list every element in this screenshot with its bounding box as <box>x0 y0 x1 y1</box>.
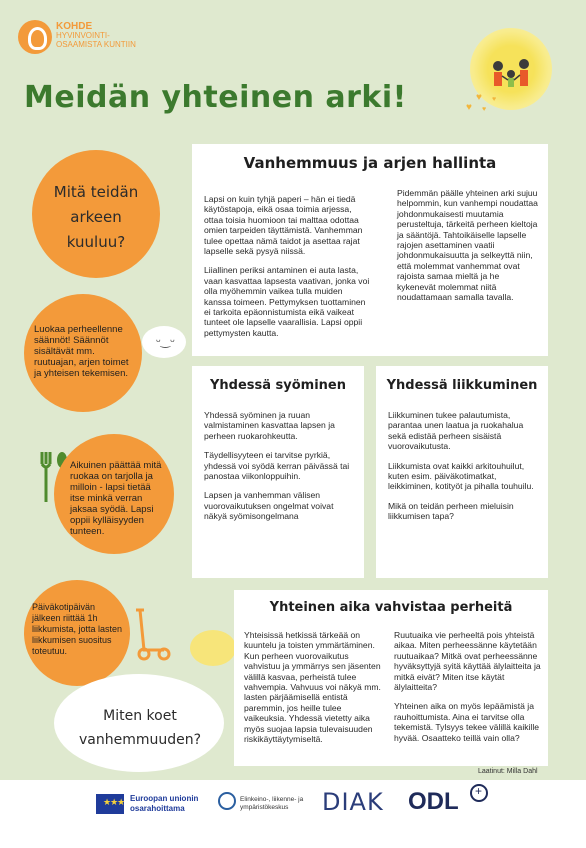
eating-paragraph: Lapsen ja vanhemman välisen vuorovaikutuksen ongelmat voivat näkyä syömisongelmana <box>204 490 334 522</box>
time-col-2 <box>394 630 542 752</box>
rules-circle <box>24 294 142 412</box>
eating-paragraph: Yhdessä syöminen ja ruuan valmistaminen kasvattaa lapsen ja perheen ruokarohkeutta. <box>204 410 335 441</box>
time-col-1 <box>244 630 384 753</box>
eu-flag-icon: ★★★ <box>96 794 124 814</box>
ely-line-2: ympäristökeskus <box>240 804 289 811</box>
scooter-icon <box>124 604 172 664</box>
logo-line-2: HYVINVOINTI- <box>56 31 110 40</box>
time-paragraph: Yhteinen aika on myös lepäämistä ja rauhoittumista. Aina ei tarvitse olla tekemistä. Tylsyys tekee välillä kaikille hyvää. Osaatteko teillä vain olla? <box>394 701 540 743</box>
ely-text <box>240 796 303 812</box>
heart-icon: ♥ <box>476 92 482 103</box>
parenting-paragraph: Pidemmän päälle yhteinen arki sujuu helpommin, kun vanhempi noudattaa johdonmukaisesti muutamia perusteltuja, tärkeitä perheen kieltoja ja sääntöjä. Tahtoikäiselle lapselle rajojen asettaminen vaatii johdonmukaisuutta ja selkeyttä niin, että molemmat vanhemmat ovat rajoista samaa mieltä ja he kykenevät molemmat niitä noudattamaan samalla tavalla. <box>397 188 538 303</box>
ely-line-1: Elinkeino-, liikenne- ja <box>240 796 304 803</box>
time-title: Yhteinen aika vahvistaa perheitä <box>269 600 513 615</box>
question-circle-1 <box>32 150 160 278</box>
question-cloud-2 <box>54 674 224 772</box>
kohde-logo-text <box>56 22 136 49</box>
eating-paragraph: Täydellisyyteen ei tarvitse pyrkiä, yhdessä voi syödä kerran päivässä tai panostaa viikonloppuihin. <box>204 450 350 482</box>
ely-logo-icon <box>218 792 236 810</box>
logo-line-3: OSAAMISTA KUNTIIN <box>56 40 136 49</box>
parenting-paragraph: Lapsi on kuin tyhjä paperi – hän ei tiedä käytöstapoja, eikä osaa toimia arjessa, ottaa toisia huomioon tai malttaa odottaa omien tarpeiden täyttämistä. Vanhemman tulee opettaa nämä taidot ja asettaa rajat lapselle sekä pysyä niissä. <box>204 194 363 257</box>
parenting-title: Vanhemmuus ja arjen hallinta <box>243 154 497 172</box>
eating-text <box>204 410 356 531</box>
time-box <box>234 590 548 766</box>
moving-paragraph: Mikä on teidän perheen mieluisin liikkumisen tapa? <box>388 500 514 522</box>
eating-title: Yhdessä syöminen <box>209 378 347 393</box>
heart-icon: ♥ <box>492 96 497 103</box>
eu-line-2: osarahoittama <box>130 804 185 813</box>
heart-icon: ♥ <box>482 106 487 113</box>
eating-box <box>192 366 364 578</box>
moving-paragraph: Liikkuminen tukee palautumista, parantaa unen laatua ja ruokahalua sekä edistää perheen sisäistä vuorovaikutusta. <box>388 410 524 452</box>
food-circle <box>54 434 174 554</box>
moving-text <box>388 410 540 531</box>
parenting-paragraph: Liiallinen periksi antaminen ei auta lasta, vaan kasvattaa lapsesta vaativan, jonka voi olla myöhemmin vaikea tulla muiden kanssa toimeen. Pettymyksen tuottaminen ei tarkoita epäonnistumista eikä vaikeat tunteet ole lapselle vaarallisia. Lapsi oppii pettymysten kautta. <box>204 265 370 338</box>
parenting-col-1 <box>204 194 370 347</box>
moving-box <box>376 366 548 578</box>
parenting-col-2 <box>397 188 539 311</box>
page-title: Meidän yhteinen arki! <box>24 80 407 115</box>
rules-text: Luokaa perheellenne säännöt! Säännöt sisältävät mm. ruutuajan, arjen toimet ja yhteisen tekemisen. <box>34 324 129 379</box>
diak-logo: DIAK <box>322 788 384 816</box>
odl-logo: ODL <box>408 788 459 815</box>
moving-paragraph: Liikkumista ovat kaikki arkitouhuilut, kuten esim. päiväkotimatkat, leikkiminen, kotityöt ja pihalla touhuilu. <box>388 460 534 492</box>
activity-circle <box>24 580 130 686</box>
eu-line-1: Euroopan unionin <box>130 794 199 803</box>
parenting-box <box>192 144 548 356</box>
author-credit: Laatinut: Milla Dahl <box>478 768 538 775</box>
odl-cross-icon: + <box>470 784 488 802</box>
sun-family-illustration <box>470 28 552 110</box>
time-paragraph: Yhteisissä hetkissä tärkeää on kuuntelu ja toisten ymmärtäminen. Kun perheen vuorovaikutus vahvistuu ja ymmärrys sen jäsenten välillä kasvaa, perheistä tulee vahvempia. Vahvuus voi näkyä mm. lasten pärjäämisellä entistä paremmin, jos heille tulee vaikeuksia. Yhdessä vietetty aika myös suojaa lapsia tulevaisuuden riskikäyttäytymiseltä. <box>244 630 381 745</box>
time-paragraph: Ruutuaika vie perheeltä pois yhteistä aikaa. Miten perheessänne käytetään ruutuaikaa? Mitkä ovat perheessänne hyväksyttyjä syitä käyttää älylaitteita ja mitkä eivät? Miten itse käytät älylaitteita? <box>394 630 541 693</box>
question-1-text: Mitä teidän arkeen kuuluu? <box>53 183 139 251</box>
family-icon <box>470 28 552 110</box>
kohde-logo-icon <box>18 20 52 54</box>
smiling-cloud-icon: ᵕ‿ᵕ <box>142 326 186 358</box>
question-2-text: Miten koet vanhemmuuden? <box>78 708 202 748</box>
family-small-icon <box>190 630 236 666</box>
moving-title: Yhdessä liikkuminen <box>386 378 538 393</box>
footer <box>0 780 586 848</box>
food-text: Aikuinen päättää mitä ruokaa on tarjolla ja milloin - lapsi tietää itse minkä verran jaksaa syödä. Lapsi oppii kylläisyyden tunteen. <box>70 460 162 537</box>
activity-text: Päiväkotipäivän jälkeen riittää 1h liikkumista, jotta lasten liikkumisen suositus toteutuu. <box>32 602 123 656</box>
heart-icon: ♥ <box>466 102 472 113</box>
eu-text <box>130 794 198 814</box>
logo-line-1: KOHDE <box>56 21 93 32</box>
